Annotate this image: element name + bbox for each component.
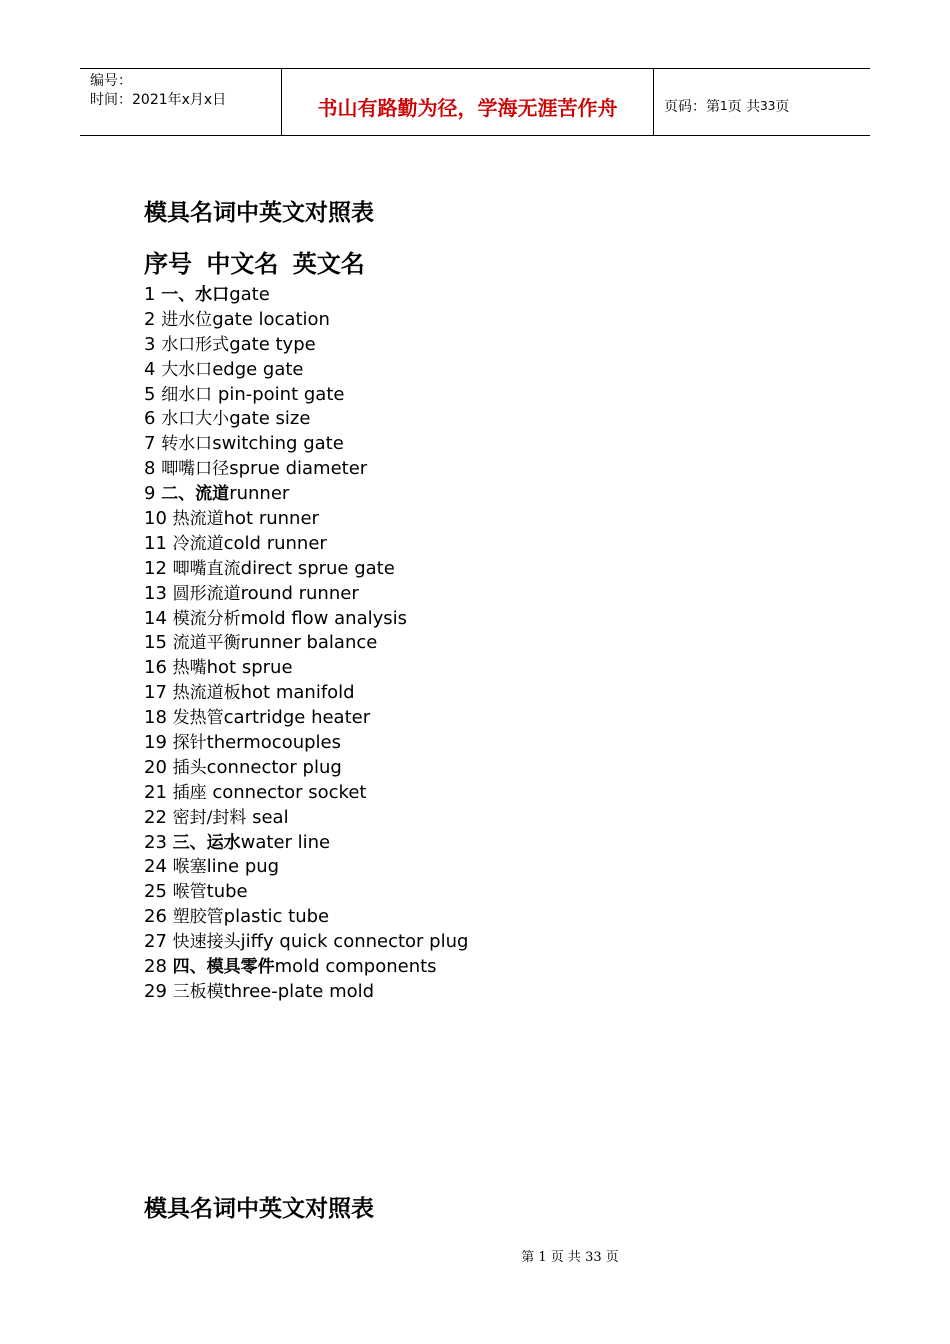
entry-chinese: 快速接头 bbox=[172, 932, 241, 953]
entry-number: 13 bbox=[144, 582, 167, 604]
entry-english: switching gate bbox=[212, 433, 344, 455]
entry-chinese: 圆形流道 bbox=[172, 583, 241, 604]
glossary-entry bbox=[144, 656, 468, 681]
entry-number: 16 bbox=[144, 657, 167, 679]
entry-chinese: 二、流道 bbox=[161, 484, 230, 505]
glossary-entry bbox=[144, 681, 468, 706]
entry-chinese: 热流道 bbox=[172, 509, 224, 530]
entry-chinese: 插头 bbox=[172, 757, 207, 778]
entry-number: 21 bbox=[144, 781, 167, 803]
glossary-entry bbox=[144, 930, 468, 955]
glossary-entry bbox=[144, 333, 468, 358]
entry-number: 3 bbox=[144, 333, 156, 355]
entry-number: 18 bbox=[144, 707, 167, 729]
time-label: 时间：2021年x月x日 bbox=[90, 92, 227, 108]
entry-number: 7 bbox=[144, 433, 156, 455]
column-headings: 序号 中文名 英文名 bbox=[144, 249, 365, 278]
glossary-entry bbox=[144, 631, 468, 656]
entry-chinese: 热流道板 bbox=[172, 683, 241, 704]
glossary-entry bbox=[144, 855, 468, 880]
page-header bbox=[80, 68, 870, 136]
entry-english: tube bbox=[206, 881, 248, 903]
glossary-entry bbox=[144, 383, 468, 408]
glossary-entry bbox=[144, 905, 468, 930]
entry-number: 8 bbox=[144, 458, 156, 480]
entry-number: 24 bbox=[144, 856, 167, 878]
glossary-entry bbox=[144, 806, 468, 831]
entry-number: 22 bbox=[144, 806, 167, 828]
number-label: 编号： bbox=[90, 73, 132, 89]
glossary-entry bbox=[144, 831, 468, 856]
entry-number: 14 bbox=[144, 607, 167, 629]
page-number: 1 bbox=[720, 99, 728, 113]
glossary-entry bbox=[144, 308, 468, 333]
entry-number: 6 bbox=[144, 408, 156, 430]
entry-chinese: 塑胶管 bbox=[172, 907, 224, 928]
entry-number: 2 bbox=[144, 308, 156, 330]
glossary-entry bbox=[144, 756, 468, 781]
entry-english: connector socket bbox=[206, 781, 367, 803]
header-meta bbox=[80, 69, 281, 135]
entry-number: 4 bbox=[144, 358, 156, 380]
entry-english: gate bbox=[229, 284, 270, 305]
entry-number: 15 bbox=[144, 632, 167, 654]
entry-number: 17 bbox=[144, 682, 167, 704]
entry-chinese: 进水位 bbox=[161, 309, 213, 330]
entry-english: seal bbox=[246, 806, 289, 828]
entry-chinese: 三、运水 bbox=[172, 832, 241, 853]
glossary-entry bbox=[144, 955, 468, 980]
entry-chinese: 转水口 bbox=[161, 434, 213, 455]
entry-chinese: 大水口 bbox=[161, 359, 213, 380]
entry-english: hot manifold bbox=[240, 682, 355, 704]
header-motto: 书山有路勤为径，学海无涯苦作舟 bbox=[281, 69, 654, 135]
entry-english: cartridge heater bbox=[223, 707, 371, 729]
entry-english: water line bbox=[240, 831, 331, 853]
entry-english: cold runner bbox=[223, 532, 327, 554]
entry-chinese: 热嘴 bbox=[172, 658, 207, 679]
entry-chinese: 唧嘴口径 bbox=[161, 459, 230, 480]
glossary-entry bbox=[144, 482, 468, 507]
entry-english: direct sprue gate bbox=[240, 557, 395, 579]
glossary-entry bbox=[144, 880, 468, 905]
entry-chinese: 插座 bbox=[172, 782, 207, 803]
entry-chinese: 水口形式 bbox=[161, 334, 230, 355]
footer-page: 1 bbox=[538, 1250, 547, 1265]
entry-english: line pug bbox=[206, 856, 280, 878]
footer-mid: 页 共 bbox=[550, 1250, 581, 1265]
glossary-entry bbox=[144, 432, 468, 457]
entry-english: sprue diameter bbox=[229, 458, 368, 480]
entry-number: 23 bbox=[144, 831, 167, 853]
entry-chinese: 水口大小 bbox=[161, 409, 230, 430]
entry-number: 19 bbox=[144, 732, 167, 754]
entry-english: pin-point gate bbox=[212, 383, 345, 405]
entry-english: three-plate mold bbox=[223, 980, 375, 1002]
entry-english: hot runner bbox=[223, 508, 319, 530]
glossary-entry bbox=[144, 781, 468, 806]
entry-english: thermocouples bbox=[206, 732, 342, 754]
entry-chinese: 唧嘴直流 bbox=[172, 558, 241, 579]
entry-number: 29 bbox=[144, 980, 167, 1002]
glossary-entry bbox=[144, 407, 468, 432]
page-footer bbox=[0, 1246, 950, 1265]
entry-chinese: 四、模具零件 bbox=[172, 957, 275, 978]
page-label: 页码：第 bbox=[664, 99, 720, 115]
entry-number: 10 bbox=[144, 508, 167, 530]
entry-english: runner bbox=[229, 483, 290, 505]
entry-chinese: 密封/封料 bbox=[172, 807, 247, 828]
glossary-entry bbox=[144, 358, 468, 383]
entry-number: 25 bbox=[144, 881, 167, 903]
entry-english: gate type bbox=[229, 333, 316, 355]
page-total: 33 bbox=[760, 99, 776, 113]
entry-english: gate size bbox=[229, 408, 311, 430]
entry-english: runner balance bbox=[240, 632, 378, 654]
entry-chinese: 流道平衡 bbox=[172, 633, 241, 654]
entry-english: round runner bbox=[240, 582, 359, 604]
entry-chinese: 冷流道 bbox=[172, 533, 224, 554]
entry-english: plastic tube bbox=[223, 906, 330, 928]
glossary-entry bbox=[144, 507, 468, 532]
glossary-entry bbox=[144, 457, 468, 482]
entry-english: mold flow analysis bbox=[240, 607, 408, 629]
glossary-entry bbox=[144, 283, 468, 308]
glossary-entry bbox=[144, 532, 468, 557]
footer-suffix: 页 bbox=[605, 1250, 619, 1265]
entry-number: 9 bbox=[144, 483, 156, 505]
glossary-entry bbox=[144, 706, 468, 731]
entry-number: 1 bbox=[144, 284, 156, 305]
footer-total: 33 bbox=[585, 1250, 602, 1265]
footer-prefix: 第 bbox=[521, 1250, 535, 1265]
entry-english: jiffy quick connector plug bbox=[240, 931, 469, 953]
header-page-info bbox=[654, 69, 870, 135]
entry-number: 11 bbox=[144, 532, 167, 554]
entry-english: connector plug bbox=[206, 756, 342, 778]
entry-english: mold components bbox=[274, 956, 437, 978]
entry-number: 20 bbox=[144, 756, 167, 778]
glossary-entry bbox=[144, 607, 468, 632]
entry-chinese: 细水口 bbox=[161, 384, 213, 405]
entry-chinese: 喉管 bbox=[172, 882, 207, 903]
document-title: 模具名词中英文对照表 bbox=[144, 199, 374, 226]
entry-chinese: 探针 bbox=[172, 733, 207, 754]
entry-chinese: 发热管 bbox=[172, 708, 224, 729]
entry-chinese: 模流分析 bbox=[172, 608, 241, 629]
entry-number: 12 bbox=[144, 557, 167, 579]
entry-english: gate location bbox=[212, 308, 330, 330]
repeat-document-title: 模具名词中英文对照表 bbox=[144, 1195, 374, 1222]
page-mid: 页 共 bbox=[727, 99, 761, 115]
page-end: 页 bbox=[775, 99, 790, 115]
entry-number: 28 bbox=[144, 956, 167, 978]
entry-chinese: 三板模 bbox=[172, 981, 224, 1002]
glossary-entry bbox=[144, 557, 468, 582]
entry-chinese: 喉塞 bbox=[172, 857, 207, 878]
glossary-entry bbox=[144, 980, 468, 1005]
entry-english: edge gate bbox=[212, 358, 304, 380]
entry-number: 5 bbox=[144, 383, 156, 405]
glossary-entry bbox=[144, 582, 468, 607]
entry-english: hot sprue bbox=[206, 657, 293, 679]
entry-number: 26 bbox=[144, 906, 167, 928]
entry-chinese: 一、水口 bbox=[161, 285, 230, 305]
entry-number: 27 bbox=[144, 931, 167, 953]
glossary-list bbox=[144, 283, 468, 1005]
glossary-entry bbox=[144, 731, 468, 756]
